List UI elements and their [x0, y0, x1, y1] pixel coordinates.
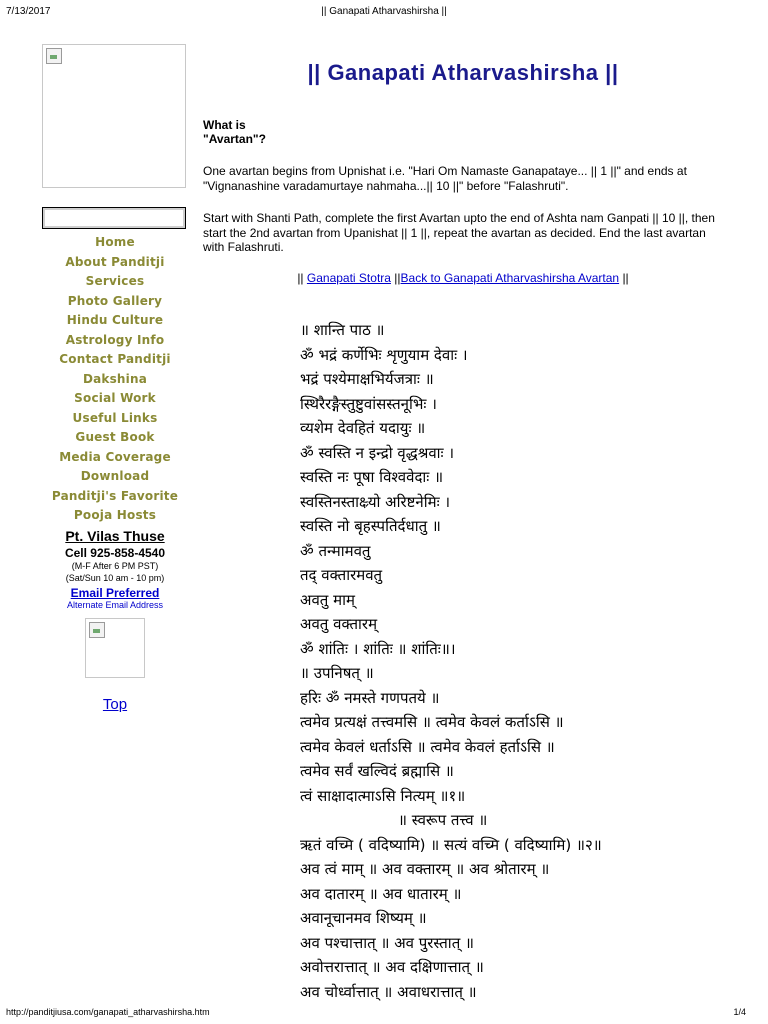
broken-image-icon: [46, 48, 62, 64]
sanskrit-line: अव चोर्ध्वात्तात् ॥ अवाधरात्तात् ॥: [300, 982, 477, 1001]
sanskrit-line: त्वमेव सर्वं खल्विदं ब्रह्मासि ॥: [300, 762, 454, 780]
sanskrit-line: अव दातारम् ॥ अव धातारम् ॥: [300, 884, 462, 903]
sidebar-nav: [42, 233, 188, 526]
sanskrit-text: [300, 318, 740, 1004]
sanskrit-line: ॐ स्वस्ति न इन्द्रो वृद्धश्रवाः ।: [300, 443, 455, 462]
nav-item-photo-gallery[interactable]: Photo Gallery: [67, 293, 163, 308]
print-title: || Ganapati Atharvashirsha ||: [321, 6, 447, 17]
sanskrit-line: अवोत्तरात्तात् ॥ अव दक्षिणात्तात् ॥: [300, 958, 484, 976]
nav-item-home[interactable]: Home: [95, 235, 135, 249]
nav-item-astrology-info[interactable]: Astrology Info: [65, 332, 165, 347]
sanskrit-line: ॐ भद्रं कर्णेभिः शृणुयाम देवाः ।: [300, 345, 468, 364]
sanskrit-line: स्थिरैरङ्गैस्तुष्टुवांसस्तनूभिः ।: [300, 394, 437, 413]
contact-hours-weekend: (Sat/Sun 10 am - 10 pm): [65, 572, 165, 583]
contact-hours-weekday: (M-F After 6 PM PST): [71, 560, 159, 571]
main-content: [203, 60, 723, 285]
nav-item-contact-panditji[interactable]: Contact Panditji: [59, 352, 171, 366]
print-date: 7/13/2017: [6, 6, 51, 17]
nav-item-social-work[interactable]: Social Work: [74, 391, 156, 405]
nav-item-useful-links[interactable]: Useful Links: [72, 410, 158, 425]
email-link[interactable]: Email Preferred: [70, 585, 160, 600]
nav-item-hindu-culture[interactable]: Hindu Culture: [66, 313, 164, 327]
nav-item-dakshina[interactable]: Dakshina: [82, 371, 148, 386]
broken-image-icon: [89, 622, 105, 638]
sanskrit-line: ॐ तन्मामवतु: [300, 541, 371, 560]
question-line-1: What is: [203, 118, 246, 132]
sidebar: [42, 44, 188, 713]
sanskrit-line: ऋतं वच्मि ( वदिष्यामि) ॥ सत्यं वच्मि ( वदिष्यामि) ॥२॥: [300, 835, 602, 854]
contact-block: [42, 528, 188, 610]
search-input[interactable]: [42, 207, 186, 229]
question-line-2: "Avartan"?: [203, 132, 266, 146]
contact-cell: Cell 925-858-4540: [64, 545, 166, 560]
link-bar-sep: ||: [297, 270, 307, 285]
sanskrit-line: अवतु वक्तारम्: [300, 615, 378, 633]
sanskrit-line: भद्रं पश्येमाक्षभिर्यजत्राः ॥: [300, 370, 434, 388]
sanskrit-line: ॥ उपनिषत् ॥: [300, 664, 374, 682]
sanskrit-line: अव त्वं माम् ॥ अव वक्तारम् ॥ अव श्रोतारम् ॥: [300, 860, 550, 878]
nav-item-guest-book[interactable]: Guest Book: [75, 430, 155, 444]
small-image-broken: [85, 618, 145, 678]
print-page-number: 1/4: [733, 1007, 746, 1017]
ganapati-stotra-link[interactable]: Ganapati Stotra: [306, 270, 391, 285]
paragraph-2: Start with Shanti Path, complete the first Avartan upto the end of Ashta nam Ganpati || 10 ||, then start the 2nd avartan from Upanishat || 1 ||, repeat the avartan as decided. End the last avartan with Falashruti.: [203, 211, 715, 254]
nav-item-about-panditji[interactable]: About Panditji: [65, 254, 165, 269]
sanskrit-line: अवानूचानमव शिष्यम् ॥: [300, 909, 427, 927]
sanskrit-line: त्वमेव केवलं धर्ताऽसि ॥ त्वमेव केवलं हर्ताऽसि ॥: [300, 737, 555, 756]
sanskrit-line: स्वस्ति नो बृहस्पतिर्दधातु ॥: [300, 517, 441, 535]
sanskrit-line: अव पश्चात्तात् ॥ अव पुरस्तात् ॥: [300, 933, 474, 952]
nav-item-panditji-s-favorite[interactable]: Panditji's Favorite: [51, 488, 179, 503]
sanskrit-line: त्वं साक्षादात्माऽसि नित्यम् ॥१॥: [300, 786, 466, 805]
link-bar-sep: ||: [390, 270, 401, 285]
page-title: || Ganapati Atharvashirsha ||: [307, 60, 619, 85]
nav-item-media-coverage[interactable]: Media Coverage: [59, 449, 171, 464]
sanskrit-line: स्वस्ति नः पूषा विश्ववेदाः ॥: [300, 468, 444, 486]
nav-item-download[interactable]: Download: [80, 469, 150, 483]
sanskrit-line: तद् वक्तारमवतु: [300, 566, 383, 584]
logo-image-broken: [42, 44, 186, 188]
link-bar-sep: ||: [619, 270, 629, 285]
top-link[interactable]: Top: [102, 695, 128, 713]
print-url: http://panditjiusa.com/ganapati_atharvashirsha.htm: [6, 1007, 210, 1017]
sanskrit-line: ॥ शान्ति पाठ ॥: [300, 321, 385, 339]
sanskrit-line: स्वस्तिनस्ताक्ष्र्यो अरिष्टनेमिः ।: [300, 492, 451, 511]
sanskrit-line: त्वमेव प्रत्यक्षं तत्त्वमसि ॥ त्वमेव केवलं कर्ताऽसि ॥: [300, 713, 564, 731]
contact-name: Pt. Vilas Thuse: [65, 527, 165, 544]
alternate-email-link[interactable]: Alternate Email Address: [66, 599, 164, 610]
question-heading: [203, 118, 723, 146]
sanskrit-line: हरिः ॐ नमस्ते गणपतये ॥: [300, 688, 440, 707]
nav-item-pooja-hosts[interactable]: Pooja Hosts: [73, 508, 157, 522]
sanskrit-line: ॥ स्वरूप तत्त्व ॥: [398, 811, 488, 829]
sanskrit-line: अवतु माम्: [300, 590, 355, 609]
sanskrit-line: ॐ शांतिः । शांतिः ॥ शांतिः॥।: [300, 639, 456, 658]
link-bar: [203, 271, 723, 285]
nav-item-services[interactable]: Services: [85, 274, 145, 288]
sanskrit-line: व्यशेम देवहितं यदायुः ॥: [300, 419, 426, 437]
paragraph-1: One avartan begins from Upnishat i.e. "Hari Om Namaste Ganapataye... || 1 ||" and ends at "Vignanashine varadamurtaye nahmaha...|| 10 ||" before "Falashruti".: [203, 164, 687, 193]
back-to-avartan-link[interactable]: Back to Ganapati Atharvashirsha Avartan: [400, 270, 620, 285]
